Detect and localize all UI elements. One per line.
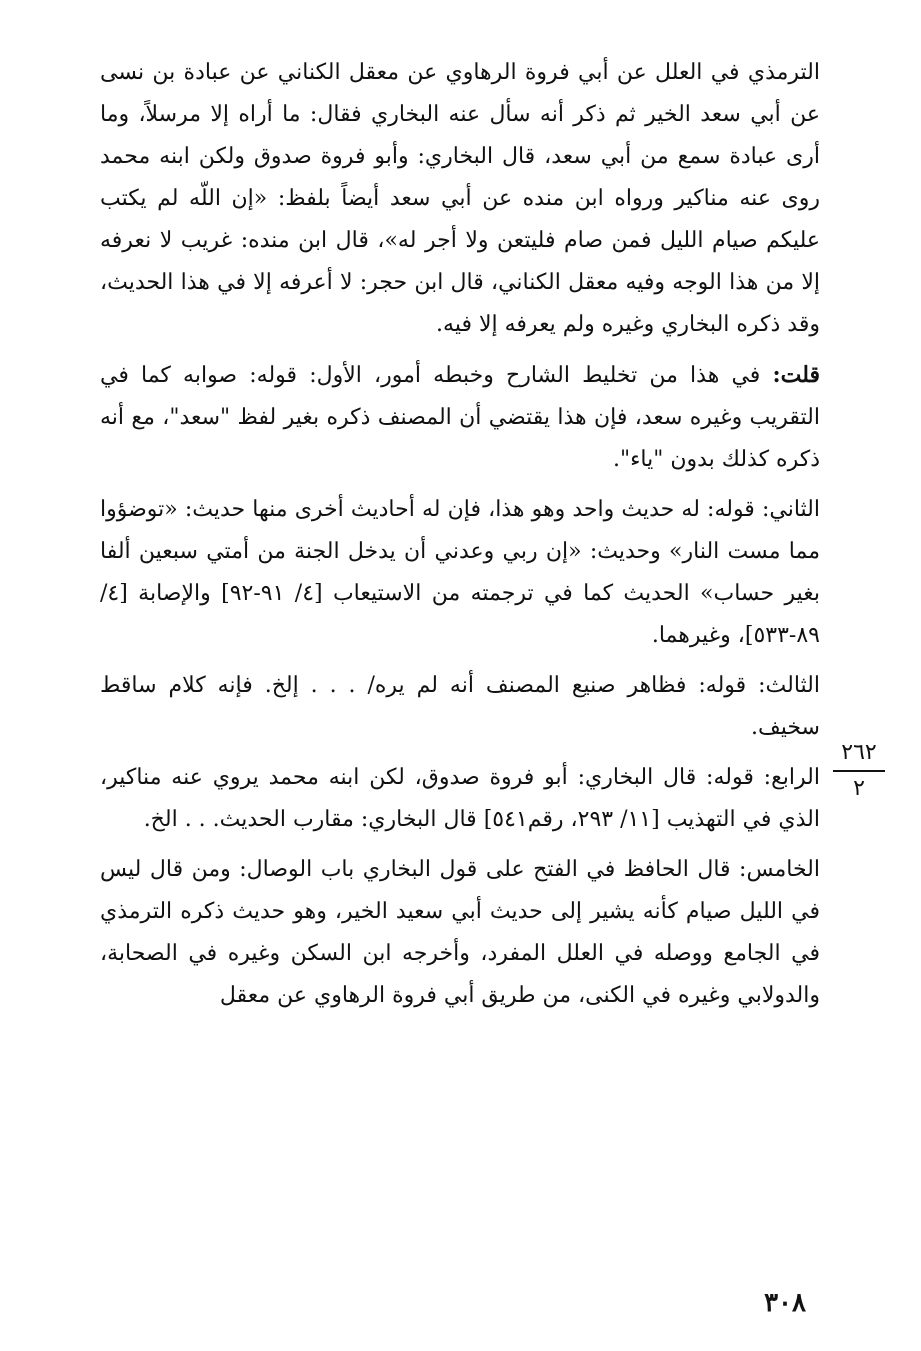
paragraph-6-text: الخامس: قال الحافظ في الفتح على قول البخاري باب الوصال: ومن قال ليس في الليل صيام كأنه يشير إلى حديث أبي سعيد الخير، وهو حديث ذكره الترمذي في الجامع ووصله في العلل المفرد، وأخرجه ابن السكن وغيره في الصحابة، والدولابي وغيره في الكنى، من طريق أبي فروة الرهاوي عن معقل — [100, 857, 820, 1008]
paragraph-3-text: الثاني: قوله: له حديث واحد وهو هذا، فإن له أحاديث أخرى منها حديث: «توضؤوا مما مست النار» وحديث: «إن ربي وعدني أن يدخل الجنة من أمتي سبعين ألفا بغير حساب» الحديث كما في ترجمته من الاستيعاب [٤/ ٩١-٩٢] والإصابة [٤/ ٨٩-٥٣٣]، وغيرهما. — [100, 497, 820, 648]
main-text — [100, 52, 820, 1025]
paragraph-4 — [100, 665, 820, 749]
paragraph-2 — [100, 354, 820, 481]
margin-reference-bottom: ٢ — [853, 775, 865, 801]
paragraph-3 — [100, 489, 820, 657]
page-number: ٣٠٨ — [764, 1288, 806, 1318]
paragraph-1 — [100, 52, 820, 346]
paragraph-2-text: في هذا من تخليط الشارح وخبطه أمور، الأول: قوله: صوابه كما في التقريب وغيره سعد، فإن هذا يقتضي أن المصنف ذكره بغير لفظ "سعد"، مع أنه ذكره كذلك بدون "ياء". — [100, 363, 820, 472]
paragraph-1-text: الترمذي في العلل عن أبي فروة الرهاوي عن معقل الكناني عن عبادة بن نسى عن أبي سعد الخير ثم ذكر أنه سأل عنه البخاري فقال: ما أراه إلا مرسلاً، وما أرى عبادة سمع من أبي سعد، قال البخاري: وأبو فروة صدوق ولكن ابنه محمد روى عنه مناكير ورواه ابن منده عن أبي سعد أيضاً بلفظ: «إن اللّه لم يكتب عليكم صيام الليل فمن صام فليتعن ولا أجر له»، قال ابن منده: غريب لا نعرفه إلا من هذا الوجه وفيه معقل الكناني، قال ابن حجر: لا أعرفه إلا في هذا الحديث، وقد ذكره البخاري وغيره ولم يعرفه إلا فيه. — [100, 60, 820, 337]
paragraph-4-text: الثالث: قوله: فظاهر صنيع المصنف أنه لم يره/ . . . إلخ. فإنه كلام ساقط سخيف. — [100, 673, 820, 740]
margin-reference — [833, 740, 885, 802]
paragraph-5-text: الرابع: قوله: قال البخاري: أبو فروة صدوق، لكن ابنه محمد يروي عنه مناكير، الذي في التهذيب [١١/ ٢٩٣، رقم٥٤١] قال البخاري: مقارب الحديث. . . الخ. — [100, 765, 820, 832]
margin-reference-rule — [833, 770, 885, 772]
paragraph-2-lead: قلت: — [772, 362, 820, 388]
paragraph-5 — [100, 757, 820, 841]
paragraph-6 — [100, 849, 820, 1017]
margin-reference-top: ٢٦٢ — [841, 740, 877, 765]
